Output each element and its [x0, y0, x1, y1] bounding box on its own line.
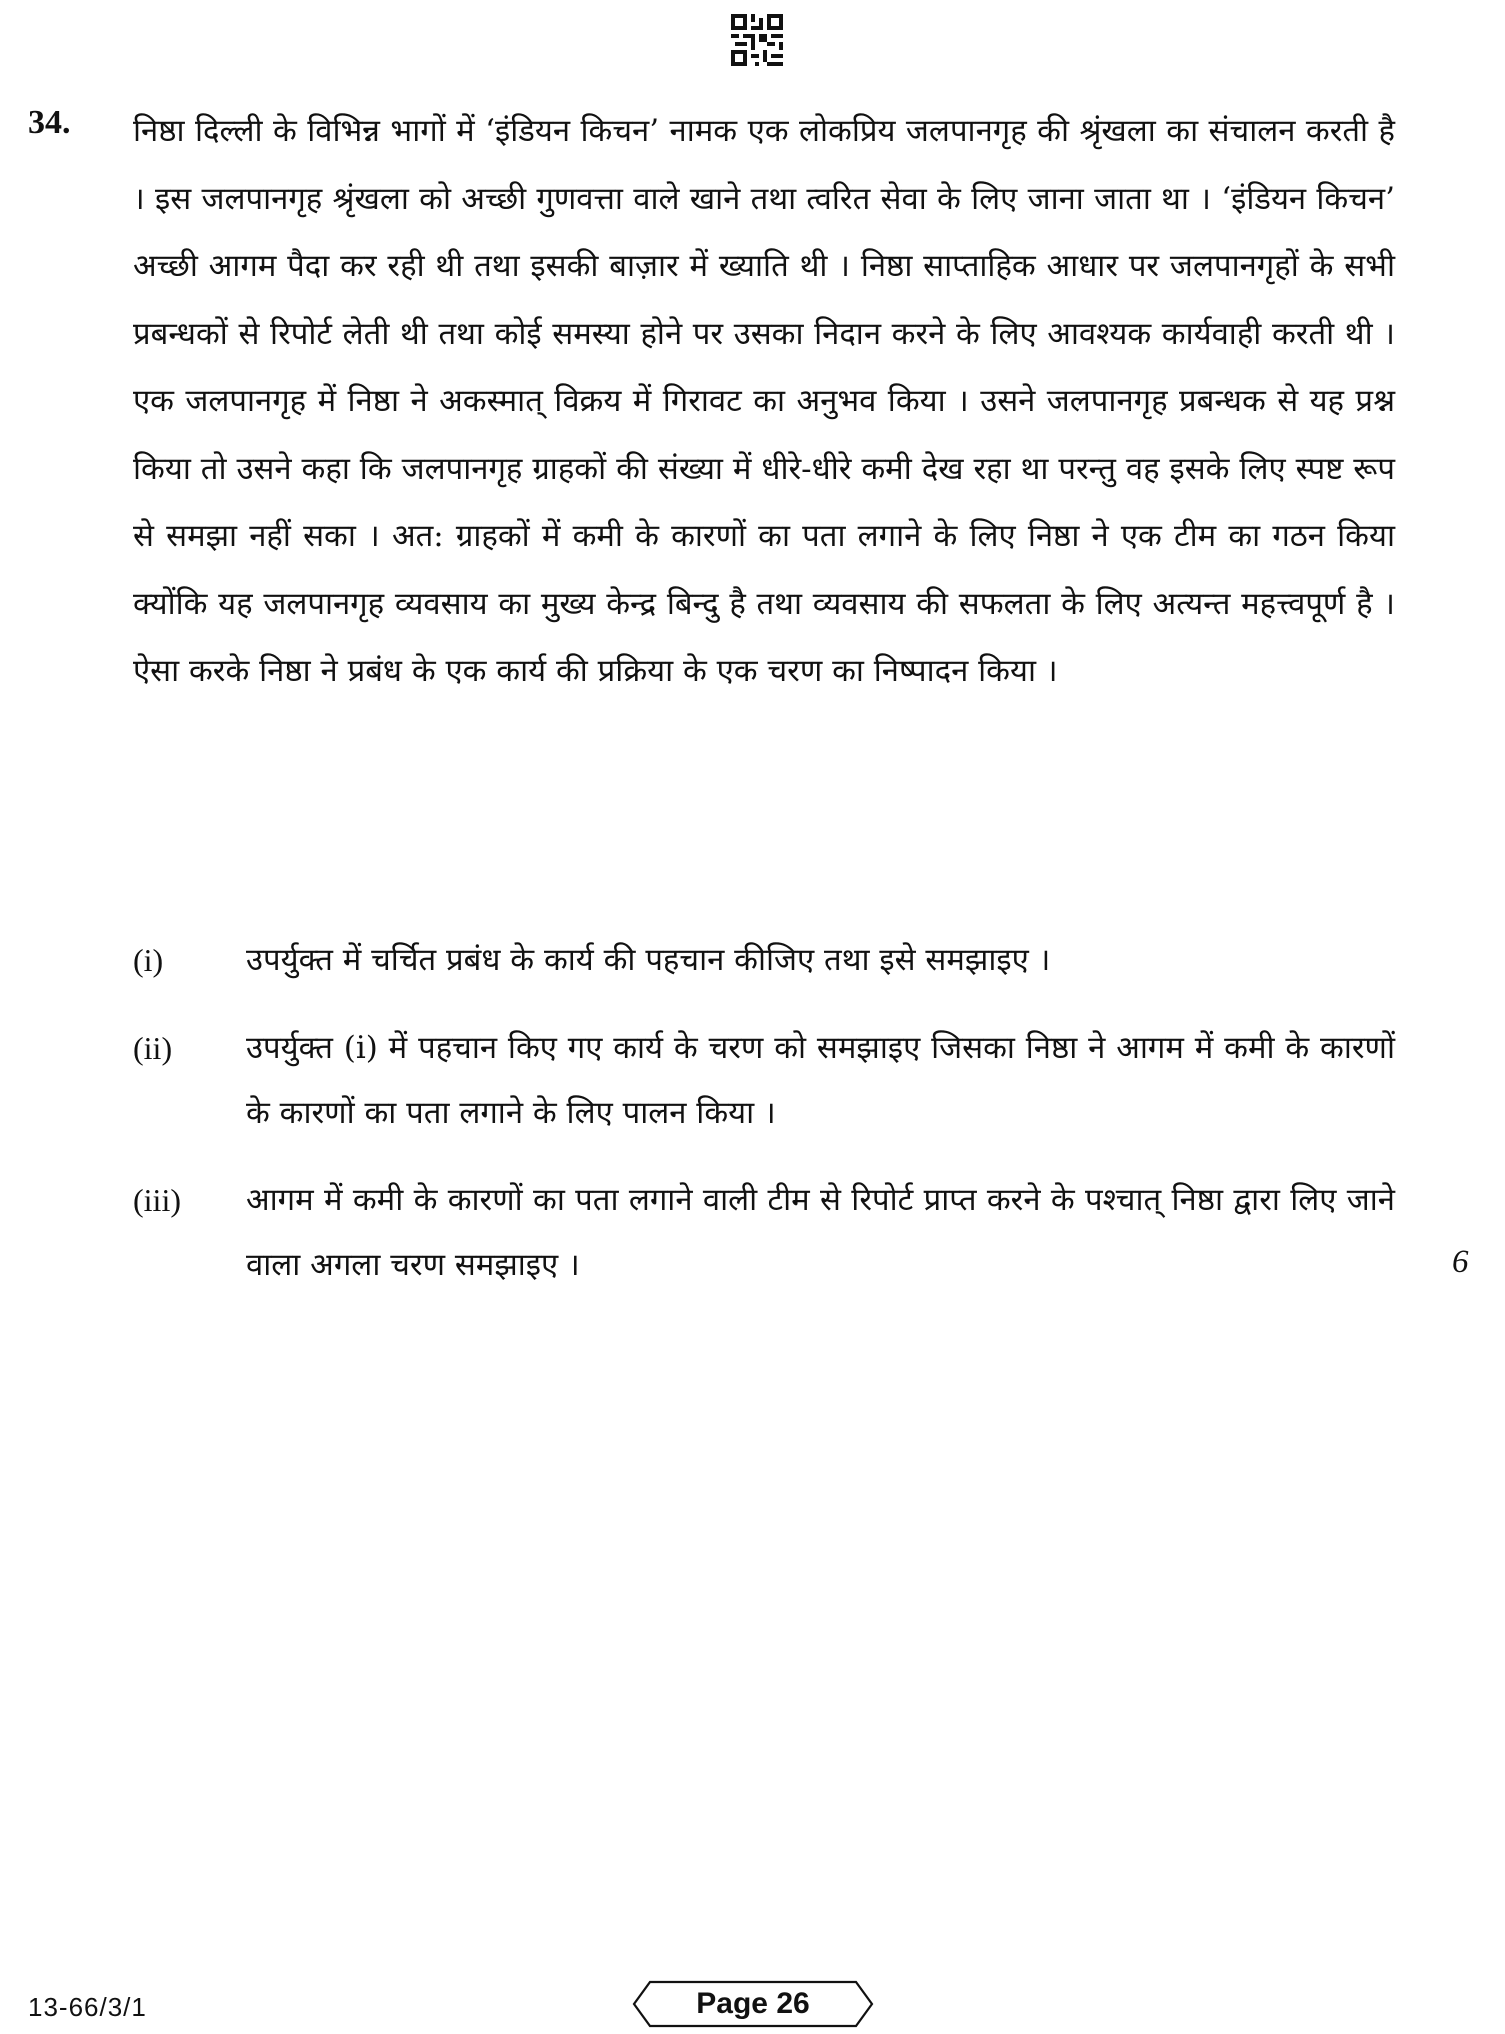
sub-question-ii	[133, 1016, 1395, 1146]
sub-question-iii	[133, 1168, 1395, 1298]
question-marks: 6	[1452, 1244, 1469, 1280]
qr-code-icon	[731, 14, 783, 66]
sub-question-label: (ii)	[133, 1030, 173, 1066]
sub-question-label: (iii)	[133, 1182, 181, 1218]
question-number: 34.	[28, 104, 71, 141]
paper-code: 13-66/3/1	[28, 1992, 147, 2022]
page-number-tag	[632, 1980, 874, 2028]
sub-question-label: (i)	[133, 942, 164, 978]
page-number: Page 26	[696, 1987, 810, 2020]
sub-question-text: उपर्युक्त (i) में पहचान किए गए कार्य के चरण को समझाइए जिसका निष्ठा ने आगम में कमी के कारणों के कारणों का पता लगाने के लिए पालन किया ।	[246, 1030, 1395, 1131]
sub-question-text: उपर्युक्त में चर्चित प्रबंध के कार्य की पहचान कीजिए तथा इसे समझाइए ।	[246, 942, 1051, 978]
sub-question-i	[133, 928, 1395, 993]
sub-question-text: आगम में कमी के कारणों का पता लगाने वाली टीम से रिपोर्ट प्राप्त करने के पश्चात् निष्ठा द्वारा लिए जाने वाला अगला चरण समझाइए ।	[246, 1182, 1395, 1283]
question-paragraph: निष्ठा दिल्ली के विभिन्न भागों में ‘इंडियन किचन’ नामक एक लोकप्रिय जलपानगृह की श्रृंखला का संचालन करती है । इस जलपानगृह श्रृंखला को अच्छी गुणवत्ता वाले खाने तथा त्वरित सेवा के लिए जाना जाता था । ‘इंडियन किचन’ अच्छी आगम पैदा कर रही थी तथा इसकी बाज़ार में ख्याति थी । निष्ठा साप्ताहिक आधार पर जलपानगृहों के सभी प्रबन्धकों से रिपोर्ट लेती थी तथा कोई समस्या होने पर उसका निदान करने के लिए आवश्यक कार्यवाही करती थी । एक जलपानगृह में निष्ठा ने अकस्मात् विक्रय में गिरावट का अनुभव किया । उसने जलपानगृह प्रबन्धक से यह प्रश्न किया तो उसने कहा कि जलपानगृह ग्राहकों की संख्या में धीरे-धीरे कमी देख रहा था परन्तु वह इसके लिए स्पष्ट रूप से समझा नहीं सका । अत: ग्राहकों में कमी के कारणों का पता लगाने के लिए निष्ठा ने एक टीम का गठन किया क्योंकि यह जलपानगृह व्यवसाय का मुख्य केन्द्र बिन्दु है तथा व्यवसाय की सफलता के लिए अत्यन्त महत्त्वपूर्ण है । ऐसा करके निष्ठा ने प्रबंध के एक कार्य की प्रक्रिया के एक चरण का निष्पादन किया ।	[133, 113, 1395, 689]
